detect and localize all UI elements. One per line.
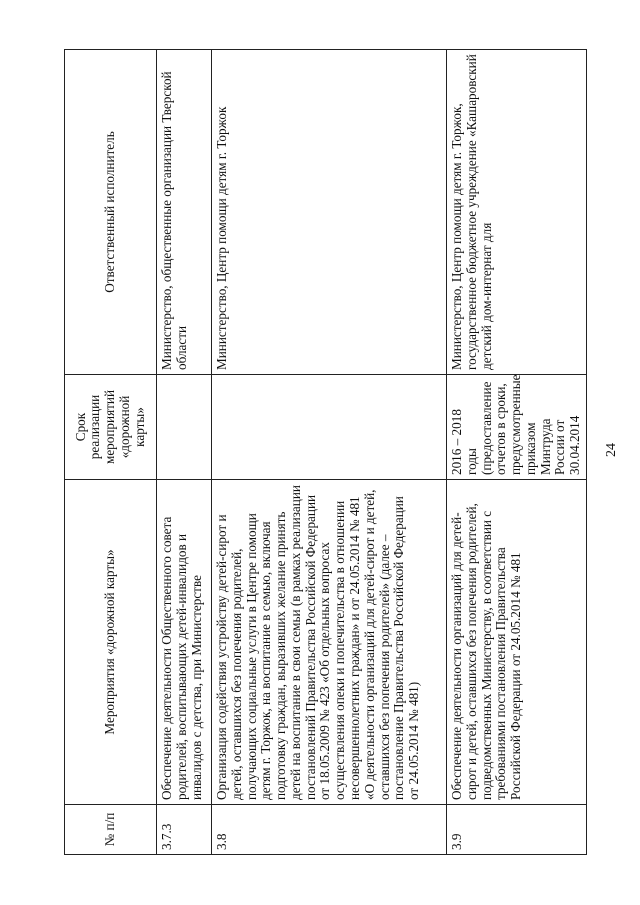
table-header-row — [65, 50, 157, 855]
header-responsible: Ответственный исполнитель — [65, 50, 157, 375]
header-term: Срок реализации мероприятий «дорожной карты» — [65, 375, 157, 480]
row-activity: Обеспечение деятельности организаций для детей-сирот и детей, оставшихся без попечения родителей, подведомственных Министерству, в соответствии с требованиями постановления Правительства Российской Федерации от 24.05.2014 № 481 — [447, 480, 587, 805]
row-num: 3.8 — [212, 805, 447, 855]
table-row — [212, 50, 447, 855]
table-row — [447, 50, 587, 855]
row-activity: Обеспечение деятельности Общественного совета родителей, воспитывающих детей-инвалидов и инвалидов с детства, при Министерстве — [157, 480, 212, 805]
row-term — [212, 375, 447, 480]
roadmap-table-container — [64, 50, 583, 855]
rotated-table-frame — [64, 50, 583, 855]
row-num: 3.7.3 — [157, 805, 212, 855]
row-responsible: Министерство, Центр помощи детям г. Торжок — [212, 50, 447, 375]
row-term: 2016 – 2018 годы (предоставление отчетов в сроки, предусмотренные приказом Минтруда России от 30.04.2014 — [447, 375, 587, 480]
row-term — [157, 375, 212, 480]
roadmap-table — [64, 49, 587, 855]
page-number: 24 — [604, 443, 619, 457]
row-activity: Организация содействия устройству детей-сирот и детей, оставшихся без попечения родителей, получающих социальные услуги в Центре помощи детям г. Торжок, на воспитание в семью, включая подготовку граждан, выразивших желание принять детей на воспитание в свои семьи (в рамках реализации постановлений Правительства Российской Федерации от 18.05.2009 № 423 «Об отдельных вопросах осуществления опеки и попечительства в отношении несовершеннолетних граждан» и от 24.05.2014 № 481 «О деятельности организаций для детей-сирот и детей, оставшихся без попечения родителей» (далее – постановление Правительства Российской Федерации от 24.05.2014 № 481) — [212, 480, 447, 805]
header-activity: Мероприятия «дорожной карты» — [65, 480, 157, 805]
row-num: 3.9 — [447, 805, 587, 855]
table-row — [157, 50, 212, 855]
header-num: № п/п — [65, 805, 157, 855]
row-responsible: Министерство, общественные организации Тверской области — [157, 50, 212, 375]
row-responsible: Министерство, Центр помощи детям г. Торжок, государственное бюджетное учреждение «Кашаровский детский дом-интернат для — [447, 50, 587, 375]
